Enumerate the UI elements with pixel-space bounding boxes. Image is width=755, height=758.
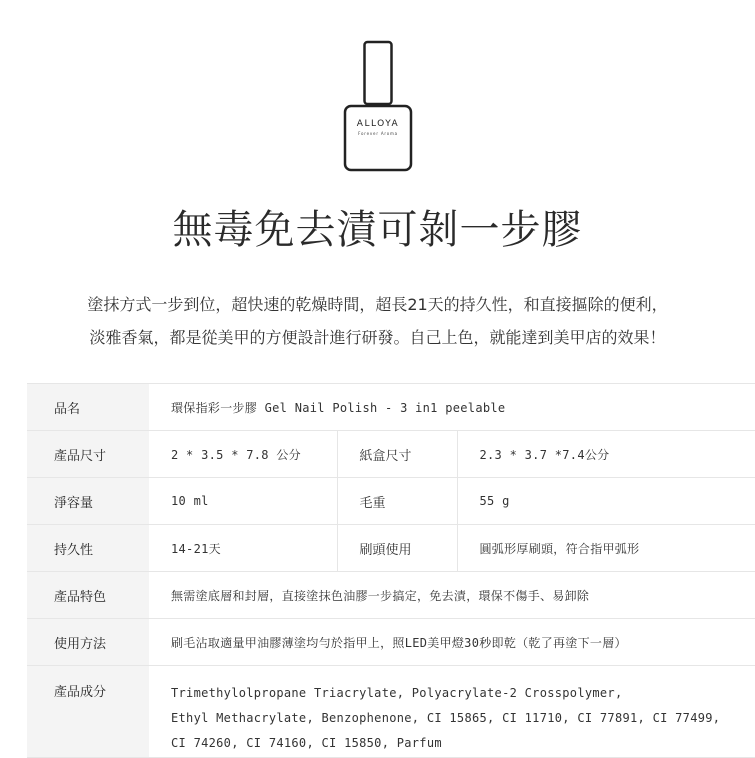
spec-row-volume [27,478,755,525]
spec-value: 環保指彩一步膠 Gel Nail Polish - 3 in1 peelable [149,384,755,431]
spec-value-secondary: 圓弧形厚刷頭，符合指甲弧形 [457,525,755,572]
logo-tagline-text: Forever Aroma [357,131,398,136]
spec-label: 產品特色 [27,572,149,619]
spec-row-features [27,572,755,619]
spec-value: 2 * 3.5 * 7.8 公分 [149,431,337,478]
spec-value: 刷毛沾取適量甲油膠薄塗均勻於指甲上，照LED美甲燈30秒即乾（乾了再塗下一層） [149,619,755,666]
spec-label: 品名 [27,384,149,431]
page-title: 無毒免去漬可剝一步膠 [172,207,583,253]
spec-label-secondary: 紙盒尺寸 [337,431,457,478]
spec-row-name [27,384,755,431]
spec-table [27,383,755,758]
spec-row-durability [27,525,755,572]
spec-value-secondary: 2.3 * 3.7 *7.4公分 [457,431,755,478]
logo-brand-text: ALLOYA [356,119,399,129]
spec-label: 持久性 [27,525,149,572]
ingredient-line: CI 74260, CI 74160, CI 15850, Parfum [171,736,442,750]
spec-value: 無需塗底層和封層，直接塗抹色油膠一步搞定，免去漬，環保不傷手、易卸除 [149,572,755,619]
spec-row-size [27,431,755,478]
spec-label: 產品成分 [27,666,149,758]
nail-polish-bottle-icon [338,38,418,178]
spec-value: 10 ml [149,478,337,525]
spec-label-secondary: 刷頭使用 [337,525,457,572]
brand-logo [0,38,755,178]
spec-value-secondary: 55 g [457,478,755,525]
intro-paragraph [0,288,755,354]
spec-value: 14-21天 [149,525,337,572]
ingredient-line: Trimethylolpropane Triacrylate, Polyacrylate-2 Crosspolymer, [171,686,623,700]
spec-label: 淨容量 [27,478,149,525]
spec-row-usage [27,619,755,666]
ingredient-line: Ethyl Methacrylate, Benzophenone, CI 15865, CI 11710, CI 77891, CI 77499, [171,711,721,725]
spec-label: 產品尺寸 [27,431,149,478]
spec-row-ingredients [27,666,755,758]
spec-label-secondary: 毛重 [337,478,457,525]
spec-label: 使用方法 [27,619,149,666]
intro-line: 塗抹方式一步到位，超快速的乾燥時間，超長21天的持久性，和直接摳除的便利， [87,295,668,314]
spec-value-multiline [149,666,755,758]
intro-line: 淡雅香氣，都是從美甲的方便設計進行研發。自己上色，就能達到美甲店的效果！ [89,328,666,347]
